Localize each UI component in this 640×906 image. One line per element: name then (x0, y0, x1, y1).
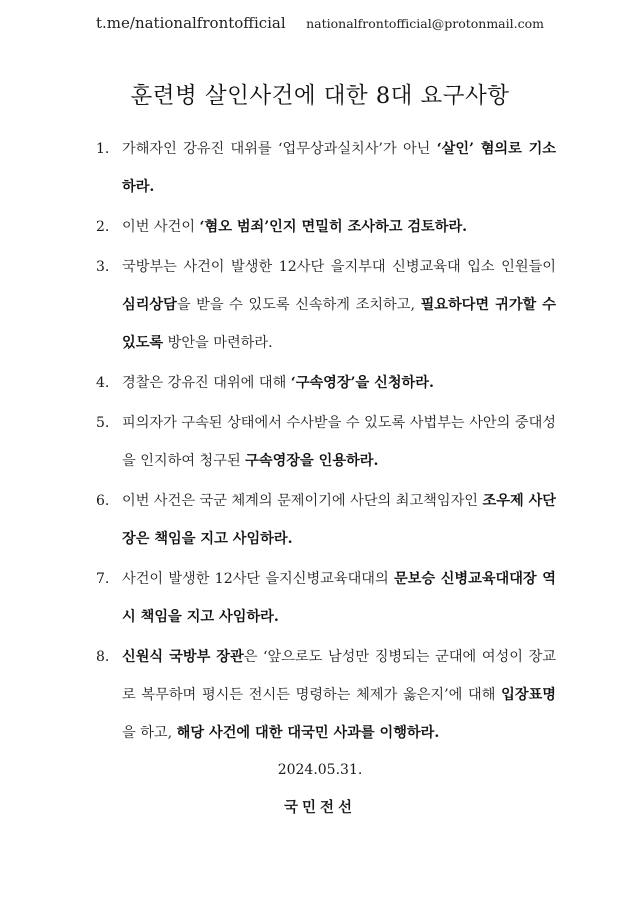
item-text (122, 364, 556, 402)
emphasis-text: 문보승 신병교육대대장 역시 책임을 지고 사임하라. (122, 571, 556, 625)
list-item (96, 404, 556, 480)
plain-text: 은 ‘앞으로도 남성만 징병되는 군대에 여성이 장교로 복무하며 평시든 전시든 명령하는 체제가 옳은지’에 대해 (122, 649, 556, 703)
emphasis-text: 해당 사건에 대한 대국민 사과를 이행하라. (176, 725, 440, 741)
emphasis-text: 심리상담 (122, 297, 177, 313)
item-text (122, 248, 556, 362)
list-item (96, 208, 556, 246)
item-number: 3. (96, 259, 110, 275)
item-number: 8. (96, 649, 110, 665)
document-title: 훈련병 살인사건에 대한 8대 요구사항 (130, 83, 510, 109)
emphasis-text: 신원식 국방부 장관 (122, 649, 244, 665)
document-date: 2024.05.31. (277, 762, 363, 778)
item-number: 1. (96, 141, 110, 157)
header (96, 14, 544, 32)
list-item (96, 638, 556, 752)
telegram-link[interactable]: t.me/nationalfrontofficial (96, 14, 286, 32)
demands-list (96, 130, 556, 754)
item-text (122, 208, 556, 246)
plain-text: 가해자인 강유진 대위를 ‘업무상과실치사’가 아닌 (122, 141, 437, 157)
list-item (96, 560, 556, 636)
signature: 국민전선 (283, 799, 357, 816)
plain-text: 이번 사건이 (122, 219, 200, 235)
emphasis-text: 입장표명 (501, 687, 556, 703)
email-address[interactable]: nationalfrontofficial@protonmail.com (306, 16, 544, 31)
item-number: 6. (96, 493, 110, 509)
item-number: 4. (96, 375, 110, 391)
emphasis-text: 필요하다면 귀가할 수 있도록 (122, 297, 556, 351)
item-number: 2. (96, 219, 110, 235)
item-number: 7. (96, 571, 110, 587)
item-text (122, 404, 556, 480)
plain-text: 이번 사건은 국군 체계의 문제이기에 사단의 최고책임자인 (122, 493, 483, 509)
plain-text: 을 하고, (122, 725, 177, 741)
item-number: 5. (96, 415, 110, 431)
emphasis-text: ‘살인’ 혐의로 기소하라. (122, 141, 556, 195)
plain-text: 경찰은 강유진 대위에 대해 (122, 375, 291, 391)
list-item (96, 364, 556, 402)
plain-text: 국방부는 사건이 발생한 12사단 을지부대 신병교육대 입소 인원들이 (122, 259, 556, 275)
plain-text: 사건이 발생한 12사단 을지신병교육대대의 (122, 571, 394, 587)
emphasis-text: ‘혐오 범죄’인지 면밀히 조사하고 검토하라. (199, 219, 468, 235)
list-item (96, 482, 556, 558)
item-text (122, 638, 556, 752)
item-text (122, 482, 556, 558)
list-item (96, 248, 556, 362)
plain-text: 방안을 마련하라. (163, 335, 273, 351)
emphasis-text: 조우제 사단장은 책임을 지고 사임하라. (122, 493, 557, 547)
list-item (96, 130, 556, 206)
emphasis-text: ‘구속영장’을 신청하라. (290, 375, 434, 391)
item-text (122, 130, 556, 206)
emphasis-text: 구속영장을 인용하라. (245, 453, 379, 469)
plain-text: 피의자가 구속된 상태에서 수사받을 수 있도록 사법부는 사안의 중대성을 인지하여 청구된 (122, 415, 556, 469)
plain-text: 을 받을 수 있도록 신속하게 조치하고, (176, 297, 421, 313)
item-text (122, 560, 556, 636)
